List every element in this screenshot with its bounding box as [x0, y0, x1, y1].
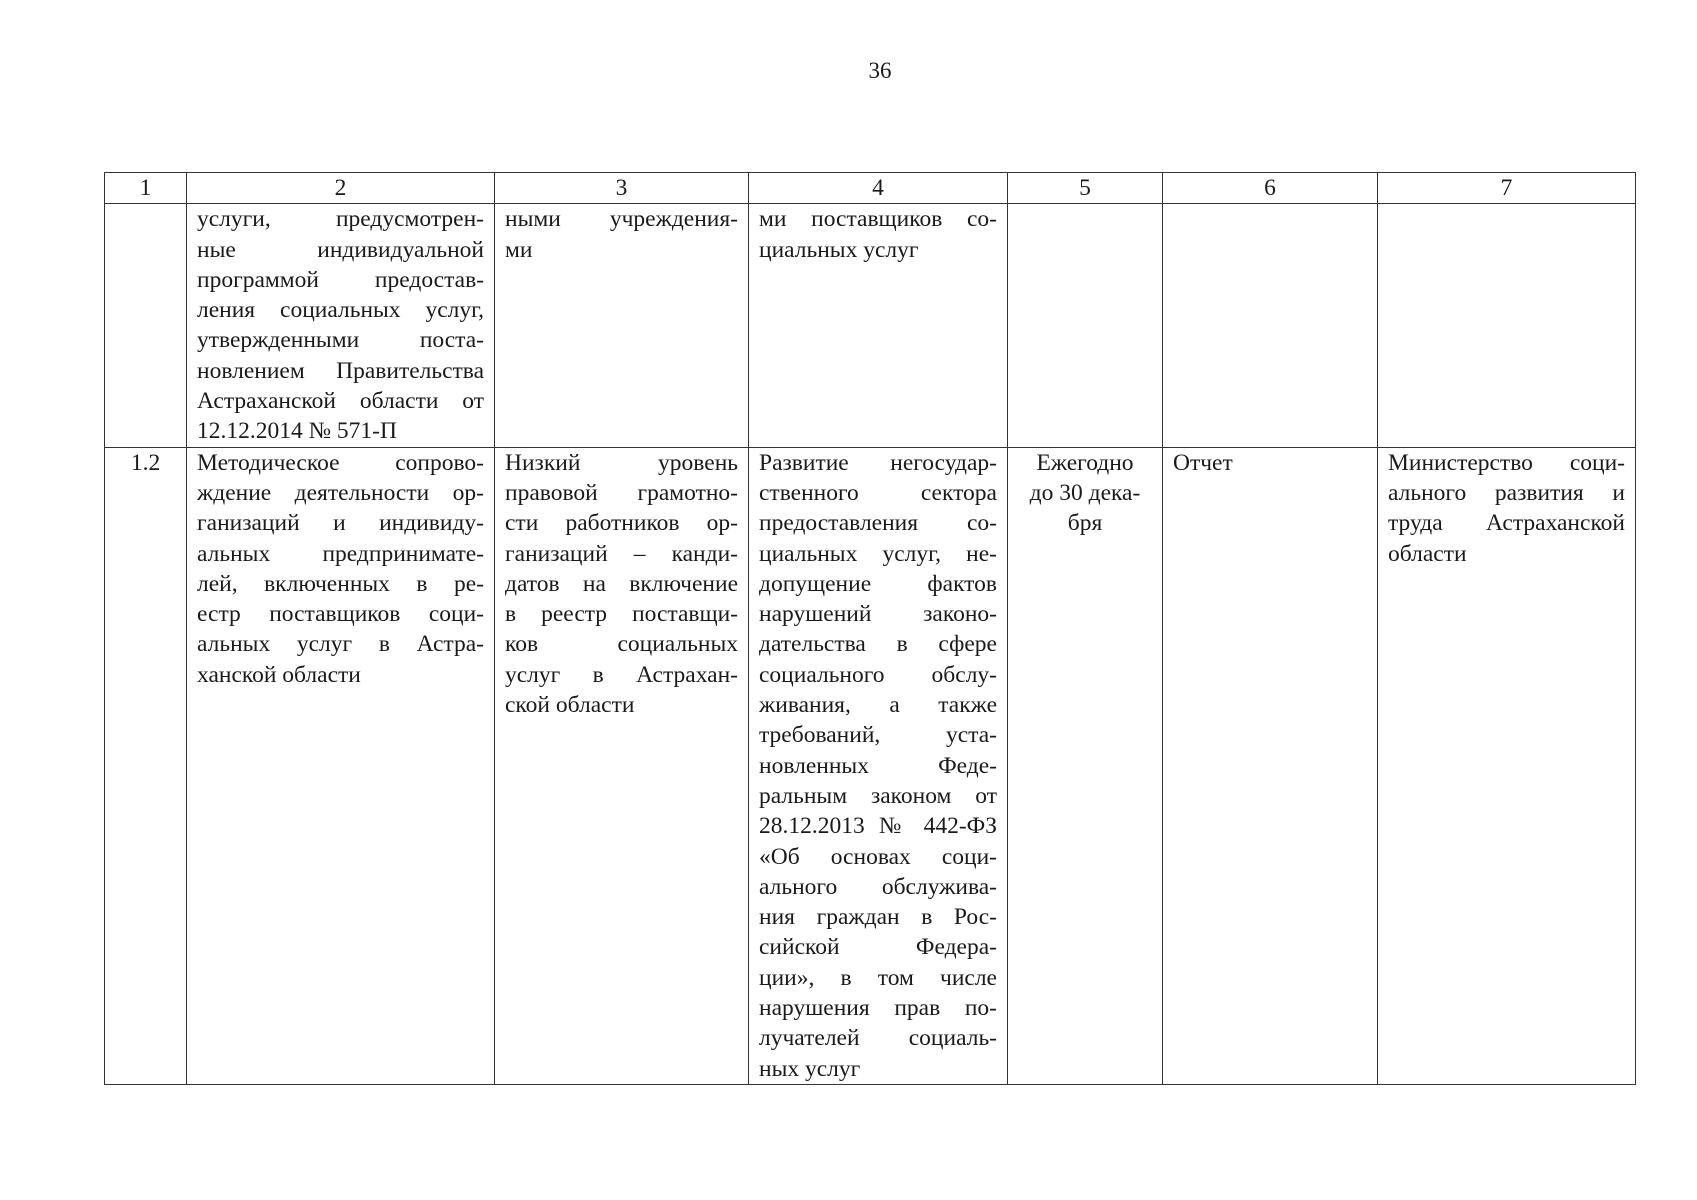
column-header: 1: [105, 173, 187, 204]
responsible-text: Министерство соци- ального развития и труда Астраханской области: [1388, 449, 1625, 567]
column-header: 5: [1008, 173, 1163, 204]
problem-cell: [495, 204, 749, 447]
deadline-text: Ежегодно до 30 дека- бря: [1029, 449, 1141, 537]
result-text: ми поставщиков со- циальных услуг: [759, 206, 997, 263]
measure-name: Методическое сопрово- ждение деятельности ор- ганизаций и индивиду- альных предпринимате- лей, включенных в ре- естр поставщиков соци- альных услуг в Астра- ханской области: [197, 449, 484, 688]
problem-cell: [495, 447, 749, 1084]
result-text: Развитие негосудар- ственного сектора предоставления со- циальных услуг, не- допущение фактов нарушений законо- дательства в сфере социального обслу- живания, а также требований, уста- новленных Феде- ральным законом от 28.12.2013 № 442-ФЗ «Об основах соци- ального обслужива- ния граждан в Рос- сийской Федера- ции», в том числе нарушения прав по- лучателей социаль- ных услуг: [759, 449, 997, 1082]
column-header: 6: [1163, 173, 1378, 204]
column-header: 3: [495, 173, 749, 204]
report-form-text: Отчет: [1173, 449, 1233, 476]
problem-text: ными учреждения- ми: [505, 206, 738, 263]
report-form-cell: [1163, 447, 1378, 1084]
responsible-cell: [1378, 204, 1636, 447]
problem-text: Низкий уровень правовой грамотно- сти работников ор- ганизаций – канди- датов на включение в реестр поставщи- ков социальных услуг в Астрахан- ской области: [505, 449, 738, 719]
result-cell: [749, 447, 1008, 1084]
result-cell: [749, 204, 1008, 447]
measure-name-cell: [187, 447, 495, 1084]
table-header-row: [105, 173, 1636, 204]
page-number: 36: [868, 58, 892, 83]
row-number-cell: [105, 204, 187, 447]
table-row: [105, 204, 1636, 447]
row-number: 1.2: [130, 449, 161, 476]
row-number-cell: [105, 447, 187, 1084]
column-header: 2: [187, 173, 495, 204]
responsible-cell: [1378, 447, 1636, 1084]
column-header: 4: [749, 173, 1008, 204]
column-header: 7: [1378, 173, 1636, 204]
measures-table: [104, 172, 1636, 1085]
measure-name: услуги, предусмотрен- ные индивидуальной программой предостав- ления социальных услуг, утвержденными поста- новлением Правительства Астраханской области от 12.12.2014 № 571-П: [197, 206, 484, 445]
table-row: [105, 447, 1636, 1084]
deadline-cell: [1008, 447, 1163, 1084]
report-form-cell: [1163, 204, 1378, 447]
measure-name-cell: [187, 204, 495, 447]
deadline-cell: [1008, 204, 1163, 447]
